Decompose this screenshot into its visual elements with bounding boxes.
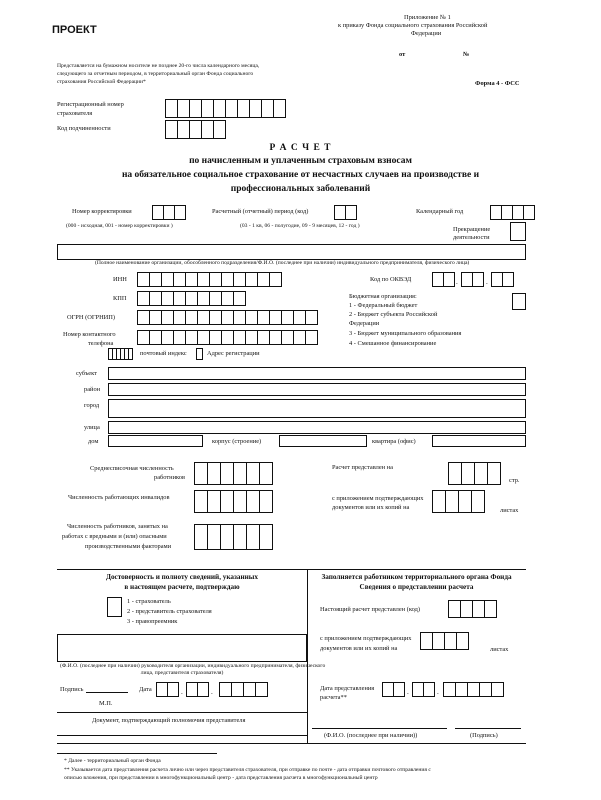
correction-number-hint: (000 - исходная, 001 - номер корректировки ) (66, 223, 173, 229)
fund-date-month-cells[interactable] (412, 682, 435, 697)
inn-cells[interactable] (137, 272, 282, 287)
budget-item-1: 1 - Федеральный бюджет (349, 302, 418, 309)
phone-label: Номер контактного (63, 331, 116, 338)
house-label: дом (88, 438, 99, 445)
phone-cells[interactable] (137, 330, 318, 345)
correction-number-label: Номер корректировки (72, 208, 132, 215)
subject-field[interactable] (108, 367, 526, 380)
attach-cells[interactable] (432, 490, 485, 513)
confirm-option-2: 2 - представитель страхователя (127, 608, 212, 615)
fund-attach-label: с приложением подтверждающих (320, 635, 412, 642)
signature-label: Подпись (60, 686, 84, 693)
period-label: Расчетный (отчетный) период (код) (212, 208, 309, 215)
title-line1: Р А С Ч Е Т (269, 143, 332, 153)
title-line3: на обязательное социальное страхование от несчастных случаев на производстве и (121, 170, 480, 180)
address-label: Адрес регистрации (207, 350, 260, 357)
city-label: город (84, 402, 100, 409)
org-name-hint: (Полное наименование организации, обособленного подразделения/Ф.И.О. (последнее при наличии) индивидуального предпринимателя, физического лица) (95, 260, 470, 266)
fund-attach-cells[interactable] (420, 632, 469, 650)
date-year-cells[interactable] (219, 682, 268, 697)
confirm-fio-hint2: лица, представителя страхователя) (140, 670, 224, 676)
avg-headcount-label2: работников (154, 474, 186, 481)
okved-cells-1[interactable] (432, 272, 455, 287)
reg-number-label2: страхователя (57, 110, 93, 117)
budget-title: Бюджетная организация: (349, 293, 417, 300)
subject-label: субъект (76, 370, 97, 377)
termination-label: Прекращение (453, 226, 491, 233)
date-month-cells[interactable] (186, 682, 209, 697)
okved-dot-1: . (456, 278, 458, 286)
ogrn-label: ОГРН (ОГРНИП) (67, 314, 116, 321)
subordination-cells[interactable] (165, 120, 226, 139)
org-name-field[interactable] (57, 244, 526, 260)
budget-item-3: 3 - Бюджет муниципального образования (349, 330, 462, 337)
reg-number-label: Регистрационный номер (57, 101, 124, 108)
confirm-option-3: 3 - правопреемник (127, 618, 178, 625)
attach-unit: листах (500, 507, 519, 514)
apartment-field[interactable] (432, 435, 526, 447)
form-label: Форма 4 - ФСС (475, 80, 520, 87)
section-divider-vertical (307, 569, 308, 743)
pages-cells[interactable] (448, 462, 501, 485)
fund-attach-label2: документов или их копий на (320, 645, 398, 652)
fund-title2: Сведения о представлении расчета (359, 583, 474, 591)
city-field[interactable] (108, 399, 526, 418)
footnote-2b: описью вложения, при представлении в многофункциональный центр - дата представления расчета в многофункциональный центр (64, 775, 378, 781)
notice-line2: следующего за отчетным периодом, в территориальный орган Фонда социального (57, 71, 254, 77)
attach-label2: документов или их копий на (332, 504, 410, 511)
street-label: улица (84, 424, 100, 431)
budget-item-4: 4 - Смешанное финансирование (349, 340, 437, 347)
correction-number-cells[interactable] (152, 205, 186, 220)
ogrn-cells[interactable] (137, 310, 318, 325)
hazard-cells[interactable] (194, 524, 273, 550)
confirm-option-1: 1 - страхователь (127, 598, 171, 605)
from-label: от (399, 51, 406, 58)
hazard-label2: работах с вредными и (или) опасными (62, 533, 167, 540)
district-field[interactable] (108, 383, 526, 396)
apartment-label: квартира (офис) (372, 438, 416, 445)
title-line2: по начисленным и уплаченным страховым взносам (189, 156, 412, 166)
house-field[interactable] (108, 435, 203, 447)
budget-item-2: 2 - Бюджет субъекта Российской (349, 311, 438, 318)
avg-headcount-cells[interactable] (194, 462, 273, 485)
confirm-fio-hint: (Ф.И.О. (последнее при наличии) руководителя организации, индивидуального предпринимателя, физического (60, 663, 326, 669)
appendix-line1: Приложение № 1 (404, 14, 451, 21)
termination-cell[interactable] (510, 222, 526, 241)
project-label: ПРОЕКТ (52, 24, 97, 36)
okved-dot-2: . (486, 278, 488, 286)
postal-index-label: почтовый индекс (140, 350, 187, 357)
year-label: Календарный год (416, 208, 464, 215)
confirm-title: Достоверность и полноту сведений, указанных (106, 573, 258, 581)
footnote-1: * Далее - территориальный орган Фонда (64, 758, 161, 764)
signature-line[interactable] (86, 692, 128, 693)
subordination-label: Код подчиненности (57, 125, 111, 132)
attach-label: с приложением подтверждающих (332, 495, 424, 502)
inn-label: ИНН (113, 276, 127, 283)
title-line4: профессиональных заболеваний (230, 184, 371, 194)
notice-line1: Представляется на бумажном носителе не позднее 20-го числа календарного месяца, (57, 63, 260, 69)
notice-line3: страхования Российской Федерации* (57, 79, 146, 85)
okved-cells-2[interactable] (461, 272, 484, 287)
okved-label: Код по ОКВЭД (370, 276, 412, 283)
fund-signature-hint: (Подпись) (470, 732, 498, 739)
fund-pages-cells[interactable] (448, 600, 497, 618)
fund-date-label2: расчета** (320, 694, 347, 701)
section-divider-bottom (57, 743, 526, 744)
reg-number-cells[interactable] (165, 99, 286, 118)
hazard-label3: производственными факторами (85, 543, 172, 550)
okved-cells-3[interactable] (491, 272, 514, 287)
appendix-line3: Федерации (411, 30, 442, 37)
fund-fio-line[interactable] (312, 728, 447, 729)
footnote-2: ** Указывается дата представления расчета лично или через представителя страхователя, при отправке по почте - дата отправки почтового отправления с (64, 767, 431, 773)
fund-date-label: Дата представления (320, 685, 375, 692)
authority-doc-label: Документ, подтверждающий полномочия представителя (92, 717, 246, 724)
fund-signature-line[interactable] (455, 728, 521, 729)
phone-label2: телефона (88, 340, 114, 347)
disabled-workers-label: Численность работающих инвалидов (68, 494, 170, 501)
fund-title: Заполняется работником территориального органа Фонда (321, 573, 512, 581)
period-cells[interactable] (334, 205, 357, 220)
fund-fio-hint: (Ф.И.О. (последнее при наличии)) (324, 732, 418, 739)
kpp-label: КПП (113, 295, 127, 302)
hazard-label: Численность работников, занятых на (67, 523, 168, 530)
authority-doc-line[interactable] (57, 712, 307, 713)
appendix-line2: к приказу Фонда социального страхования Российской (338, 22, 488, 29)
date-label: Дата (139, 686, 152, 693)
district-label: район (84, 386, 101, 393)
section-divider-top (57, 569, 526, 570)
number-label: № (463, 51, 470, 58)
confirm-role-cell[interactable] (107, 597, 122, 617)
period-hint: (03 - 1 кв, 06 - полугодие, 09 - 9 месяцев, 12 - год ) (240, 223, 360, 229)
postal-index-cell[interactable] (196, 348, 203, 360)
pages-label: Расчет представлен на (332, 464, 393, 471)
confirm-title2: в настоящем расчете, подтверждаю (124, 583, 240, 591)
budget-item-2b: Федерации (349, 320, 380, 327)
fund-date-day-cells[interactable] (382, 682, 405, 697)
building-label: корпус (строение) (212, 438, 262, 445)
authority-doc-field[interactable] (57, 735, 307, 736)
disabled-workers-cells[interactable] (194, 490, 273, 513)
kpp-cells[interactable] (137, 291, 246, 306)
postal-index-cells[interactable] (108, 348, 133, 360)
street-field[interactable] (108, 421, 526, 434)
stamp-label: М.П. (99, 700, 113, 707)
avg-headcount-label: Среднесписочная численность (90, 465, 174, 472)
fund-attach-unit: листах (490, 646, 509, 653)
budget-code-cell[interactable] (512, 293, 526, 310)
fund-pages-label: Настоящий расчет представлен (код) (320, 606, 420, 613)
fund-date-year-cells[interactable] (443, 682, 504, 697)
termination-label2: деятельности (453, 234, 490, 241)
year-cells[interactable] (490, 205, 535, 220)
building-field[interactable] (279, 435, 367, 447)
pages-unit: стр. (509, 477, 520, 484)
date-day-cells[interactable] (156, 682, 179, 697)
footnote-divider (57, 753, 217, 754)
confirm-fio-field[interactable] (57, 634, 307, 662)
